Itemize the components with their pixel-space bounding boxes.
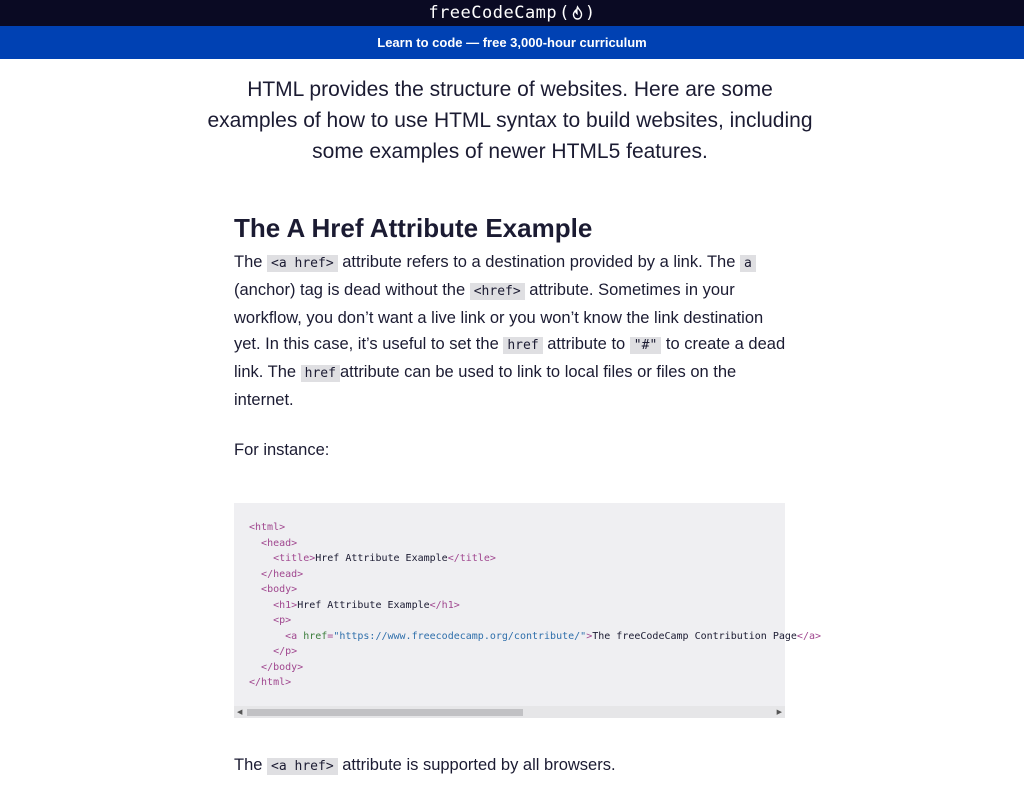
code-punct: > [586,630,593,642]
article-lead: HTML provides the structure of websites. Here are some examples of how to use HTML syntax to build websites, including some examples of newer HTML5 features. [207,78,813,163]
text: attribute. Sometimes in your workflow, you don’t want a live link or you won’t know the link destination yet. In this case, it’s useful to set the [234,281,764,353]
code-tag: </body> [261,661,304,673]
text: to create a dead link. The [234,335,786,381]
href-description-paragraph [234,249,786,413]
code-tag: </h1> [429,599,460,611]
inline-code: <href> [470,283,525,300]
text: attribute is supported by all browsers. [337,756,616,774]
text: The [234,253,268,271]
code-tag: <p> [273,615,292,626]
code-tag: <html> [249,522,286,533]
article-content [207,74,822,780]
top-navbar [0,0,1024,26]
inline-code: <a href> [267,255,338,272]
code-tag: <h1> [273,599,298,611]
for-instance-text: For instance: [234,441,330,459]
code-punct: = [327,630,334,642]
code-example-block[interactable] [234,503,822,718]
scroll-right-icon[interactable]: ▶ [776,709,782,716]
horizontal-scrollbar[interactable] [234,706,785,718]
section-heading: The A Href Attribute Example [234,213,593,243]
scroll-left-icon[interactable]: ◀ [237,709,243,716]
scrollbar-thumb[interactable] [247,709,523,716]
code-tag: </head> [261,568,304,580]
code-tag: <head> [261,537,298,549]
text: attribute can be used to link to local files or files on the internet. [234,363,737,409]
code-text: Href Attribute Example [315,553,448,564]
inline-code: href [301,365,340,382]
inline-code: a [740,255,756,272]
curriculum-banner[interactable] [0,26,1024,59]
text: attribute to [542,335,630,353]
banner-text: Learn to code — free 3,000-hour curriculum [377,35,647,50]
code-tag: <body> [261,584,298,595]
freecodecamp-logo[interactable] [428,3,595,23]
code-attr: href [303,630,328,642]
logo-paren-close: ) [584,3,596,23]
inline-code: <a href> [267,758,338,775]
code-tag: </html> [249,677,292,688]
logo-paren-open: ( [559,3,570,23]
code-string: "https://www.freecodecamp.org/contribute/" [333,630,587,642]
inline-code: "#" [630,337,661,354]
text: The [234,756,268,774]
code-tag: </p> [273,646,298,657]
code-tag: <a [285,630,304,642]
text: (anchor) tag is dead without the [234,281,470,299]
code-tag: </title> [447,553,496,564]
code-tag: <title> [273,553,316,564]
code-text: Href Attribute Example [297,599,430,611]
flame-icon [572,6,583,20]
logo-text: freeCodeCamp [428,3,558,23]
text: attribute refers to a destination provided by a link. The [337,253,740,271]
code-content [249,520,821,691]
code-tag: </a> [796,630,822,642]
code-text: The freeCodeCamp Contribution Page [592,630,797,642]
inline-code: href [503,337,542,354]
browser-support-paragraph [234,752,786,780]
